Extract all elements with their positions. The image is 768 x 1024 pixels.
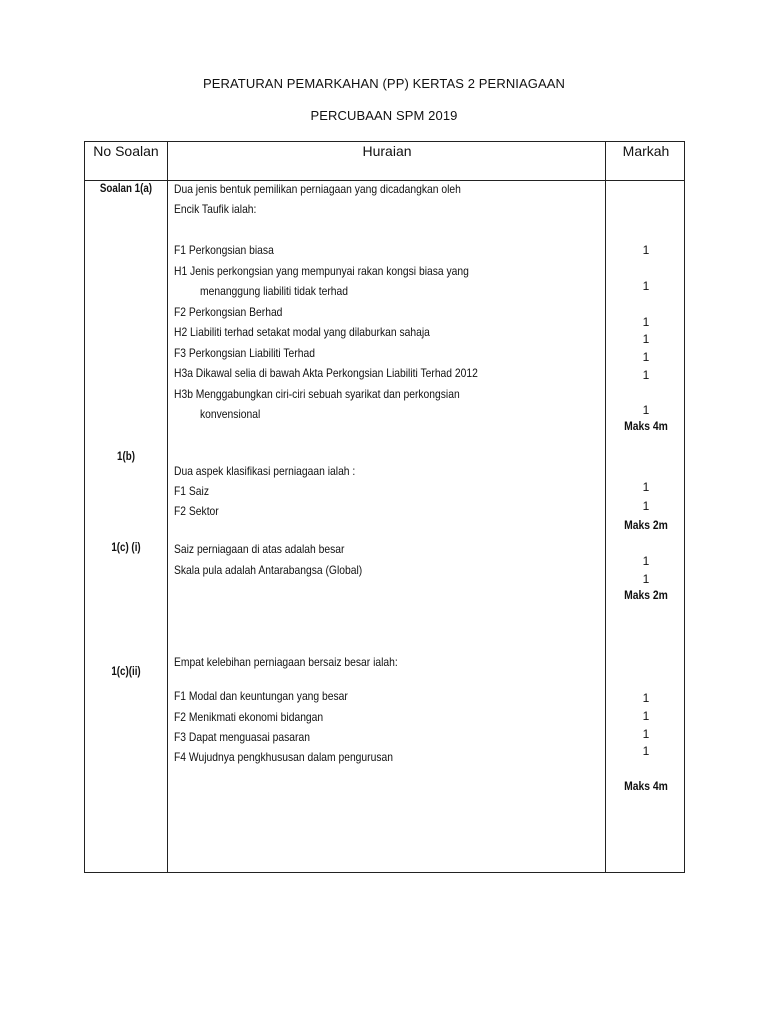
answer-line: F2 Sektor: [174, 504, 219, 518]
answer-line: Dua jenis bentuk pemilikan perniagaan yang dicadangkan oleh: [174, 182, 461, 196]
mark-value: 1: [642, 480, 650, 494]
document-title: PERATURAN PEMARKAHAN (PP) KERTAS 2 PERNIAGAAN: [202, 76, 566, 91]
column-divider: [605, 142, 606, 872]
question-label: 1(b): [117, 451, 135, 463]
maks-total: Maks 4m: [624, 781, 668, 793]
question-label: 1(c) (i): [111, 542, 141, 554]
answer-line: konvensional: [200, 407, 261, 421]
answer-line: F3 Dapat menguasai pasaran: [174, 730, 310, 744]
answer-line: Skala pula adalah Antarabangsa (Global): [174, 563, 363, 577]
mark-value: 1: [642, 709, 650, 723]
question-label: Soalan 1(a): [99, 183, 153, 195]
column-divider: [167, 142, 168, 872]
mark-value: 1: [642, 350, 650, 364]
marking-scheme-table: [84, 141, 685, 873]
mark-value: 1: [642, 691, 650, 705]
answer-line: F2 Perkongsian Berhad: [174, 305, 283, 319]
mark-value: 1: [642, 499, 650, 513]
mark-value: 1: [642, 279, 650, 293]
answer-line: H3b Menggabungkan ciri-ciri sebuah syarikat dan perkongsian: [174, 387, 460, 401]
mark-value: 1: [642, 368, 650, 382]
answer-line: F1 Perkongsian biasa: [174, 243, 274, 257]
answer-line: F1 Saiz: [174, 484, 209, 498]
maks-total: Maks 2m: [624, 520, 668, 532]
answer-line: Dua aspek klasifikasi perniagaan ialah :: [174, 464, 356, 478]
answer-line: F2 Menikmati ekonomi bidangan: [174, 710, 324, 724]
mark-value: 1: [642, 315, 650, 329]
header-no-soalan: No Soalan: [93, 143, 159, 159]
answer-line: H1 Jenis perkongsian yang mempunyai rakan kongsi biasa yang: [174, 264, 469, 278]
header-markah: Markah: [622, 143, 670, 159]
answer-line: H3a Dikawal selia di bawah Akta Perkongsian Liabiliti Terhad 2012: [174, 366, 478, 380]
answer-line: F1 Modal dan keuntungan yang besar: [174, 689, 348, 703]
answer-line: Encik Taufik ialah:: [174, 202, 257, 216]
answer-line: H2 Liabiliti terhad setakat modal yang dilaburkan sahaja: [174, 325, 430, 339]
answer-line: Saiz perniagaan di atas adalah besar: [174, 542, 345, 556]
document-subtitle: PERCUBAAN SPM 2019: [310, 108, 458, 123]
question-label: 1(c)(ii): [111, 666, 141, 678]
mark-value: 1: [642, 744, 650, 758]
answer-line: menanggung liabiliti tidak terhad: [200, 284, 349, 298]
mark-value: 1: [642, 727, 650, 741]
mark-value: 1: [642, 332, 650, 346]
mark-value: 1: [642, 554, 650, 568]
answer-line: F3 Perkongsian Liabiliti Terhad: [174, 346, 315, 360]
maks-total: Maks 4m: [624, 421, 668, 433]
answer-line: F4 Wujudnya pengkhususan dalam pengurusan: [174, 750, 393, 764]
mark-value: 1: [642, 243, 650, 257]
mark-value: 1: [642, 572, 650, 586]
mark-value: 1: [642, 403, 650, 417]
header-divider: [85, 180, 684, 181]
answer-line: Empat kelebihan perniagaan bersaiz besar ialah:: [174, 655, 398, 669]
header-huraian: Huraian: [362, 143, 412, 159]
maks-total: Maks 2m: [624, 590, 668, 602]
